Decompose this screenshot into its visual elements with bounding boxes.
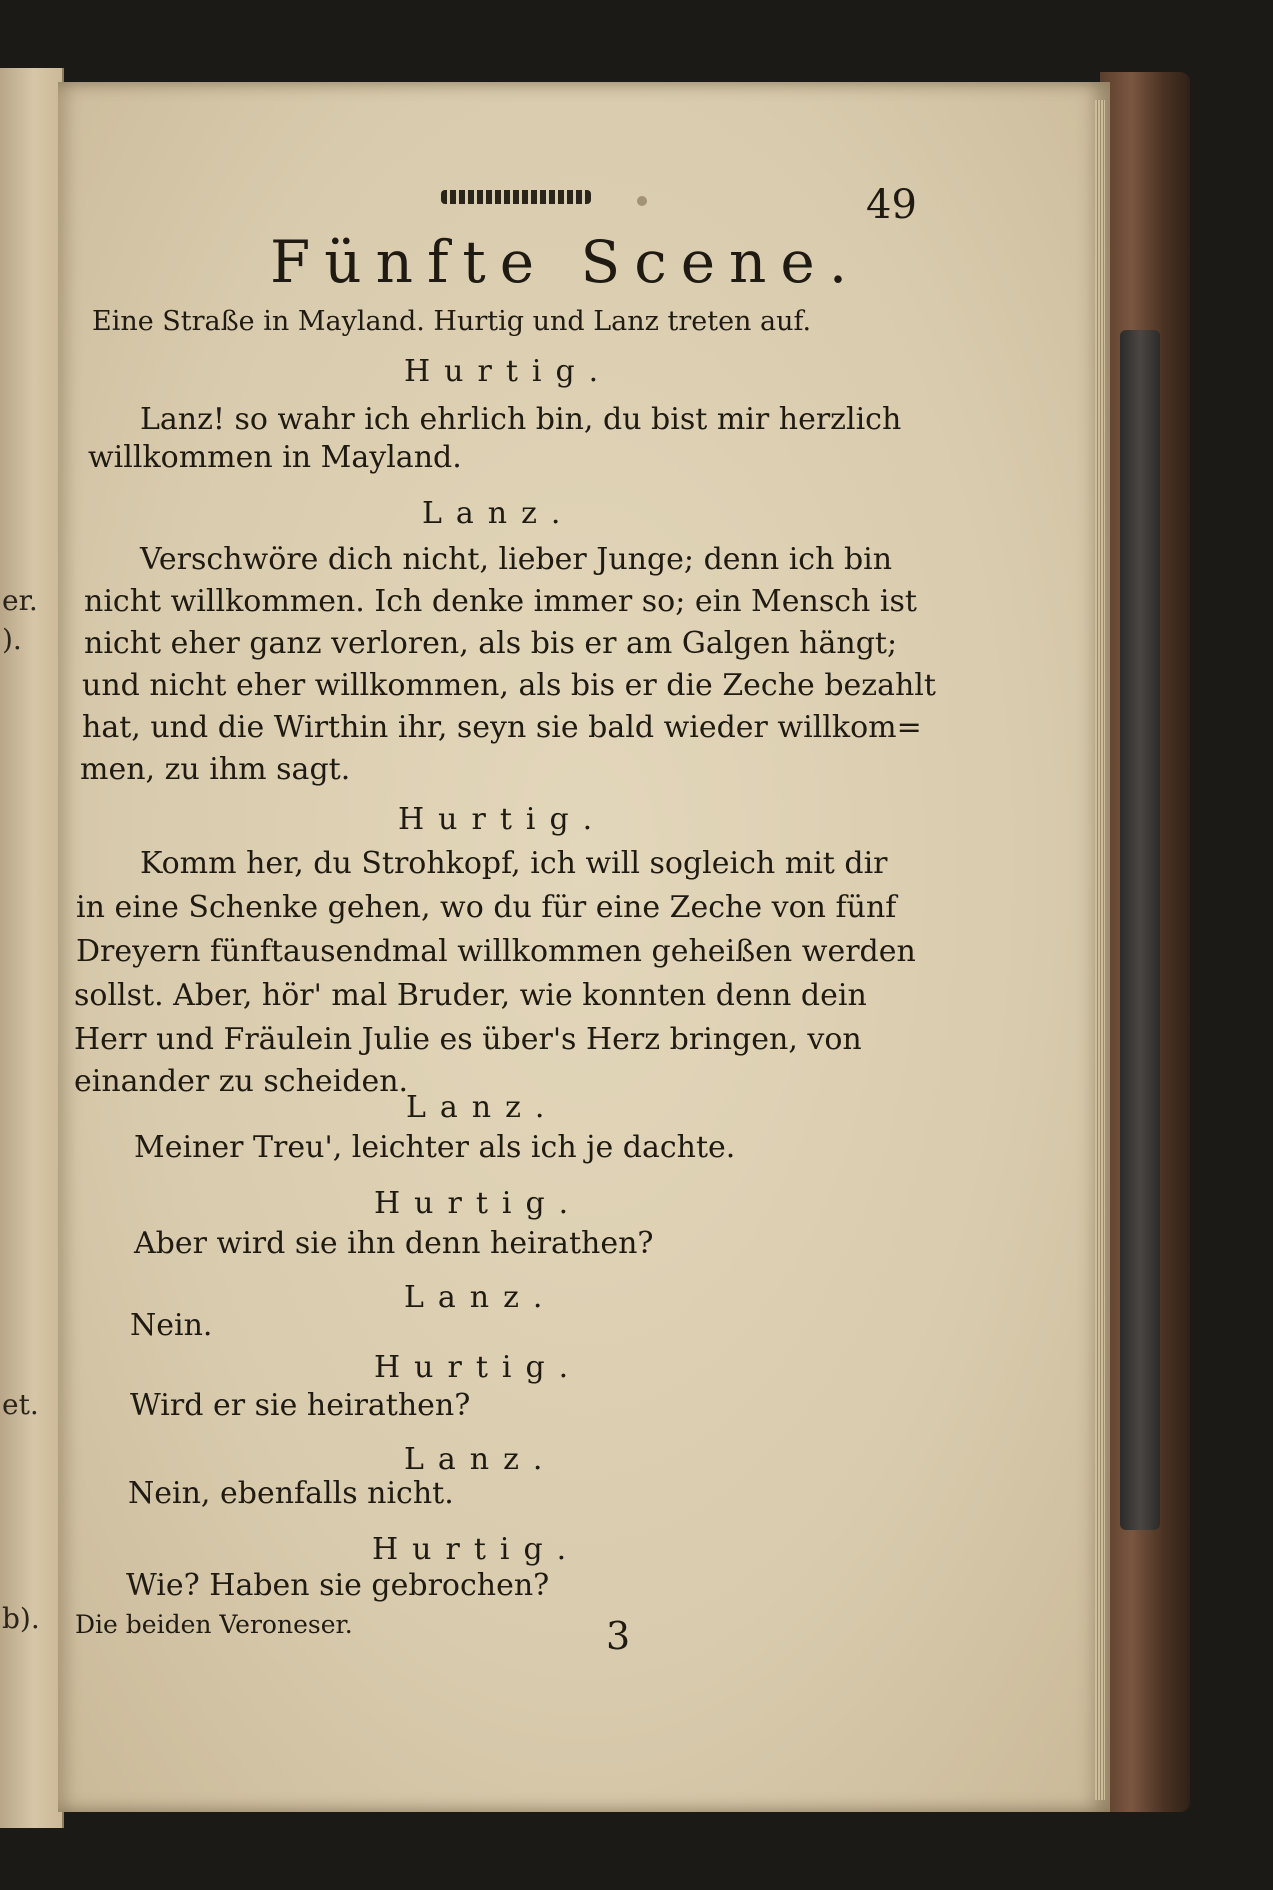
page-number: 49 [866,182,917,228]
dialogue-line: Wird er sie heirathen? [130,1388,471,1423]
header-ornament-dot [637,196,647,206]
dialogue-line: Herr und Fräulein Julie es über's Herz bringen, von [74,1022,862,1057]
dialogue-line: nicht eher ganz verloren, als bis er am Galgen hängt; [84,626,898,661]
dialogue-line: Dreyern fünftausendmal willkommen geheißen werden [76,934,916,969]
speaker-name: Hurtig. [404,354,613,389]
dialogue-line: men, zu ihm sagt. [80,752,351,787]
speaker-name: Hurtig. [374,1186,583,1221]
dialogue-line: hat, und die Wirthin ihr, seyn sie bald wieder willkom= [82,710,922,745]
header-ornament [441,190,591,204]
speaker-name: Hurtig. [374,1350,583,1385]
speaker-name: Lanz. [406,1090,559,1125]
dialogue-line: in eine Schenke gehen, wo du für eine Zeche von fünf [76,890,897,925]
stage-direction: Eine Straße in Mayland. Hurtig und Lanz treten auf. [92,306,812,337]
page-edges [1095,100,1105,1800]
speaker-name: Hurtig. [372,1532,581,1567]
dialogue-line: Verschwöre dich nicht, lieber Junge; denn ich bin [140,542,893,577]
scene-title: Fünfte Scene. [270,228,862,296]
dialogue-line: nicht willkommen. Ich denke immer so; ein Mensch ist [84,584,917,619]
speaker-name: Lanz. [422,496,575,531]
dialogue-line: Lanz! so wahr ich ehrlich bin, du bist mir herzlich [140,402,902,437]
dialogue-line: Nein, ebenfalls nicht. [128,1476,454,1511]
dialogue-line: einander zu scheiden. [74,1064,409,1099]
left-page-fragment: er. [2,584,38,617]
left-page-edge [0,68,64,1828]
dialogue-line: sollst. Aber, hör' mal Bruder, wie konnten denn dein [74,978,867,1013]
left-page-fragment: b). [2,1602,40,1635]
speaker-name: Lanz. [404,1280,557,1315]
speaker-name: Lanz. [404,1442,557,1477]
dialogue-line: Wie? Haben sie gebrochen? [126,1568,550,1603]
dialogue-line: und nicht eher willkommen, als bis er die Zeche bezahlt [82,668,936,703]
dialogue-line: Meiner Treu', leichter als ich je dachte. [134,1130,736,1165]
dialogue-line: Nein. [130,1308,213,1343]
left-page-fragment: et. [2,1388,39,1421]
dialogue-line: Komm her, du Strohkopf, ich will sogleich mit dir [140,846,888,881]
spine-binding-strip [1120,330,1160,1530]
signature-title: Die beiden Veroneser. [75,1610,353,1639]
signature-mark: 3 [606,1614,631,1658]
left-page-fragment: ). [2,623,22,656]
dialogue-line: Aber wird sie ihn denn heirathen? [134,1226,654,1261]
dialogue-line: willkommen in Mayland. [88,440,462,475]
speaker-name: Hurtig. [398,802,607,837]
